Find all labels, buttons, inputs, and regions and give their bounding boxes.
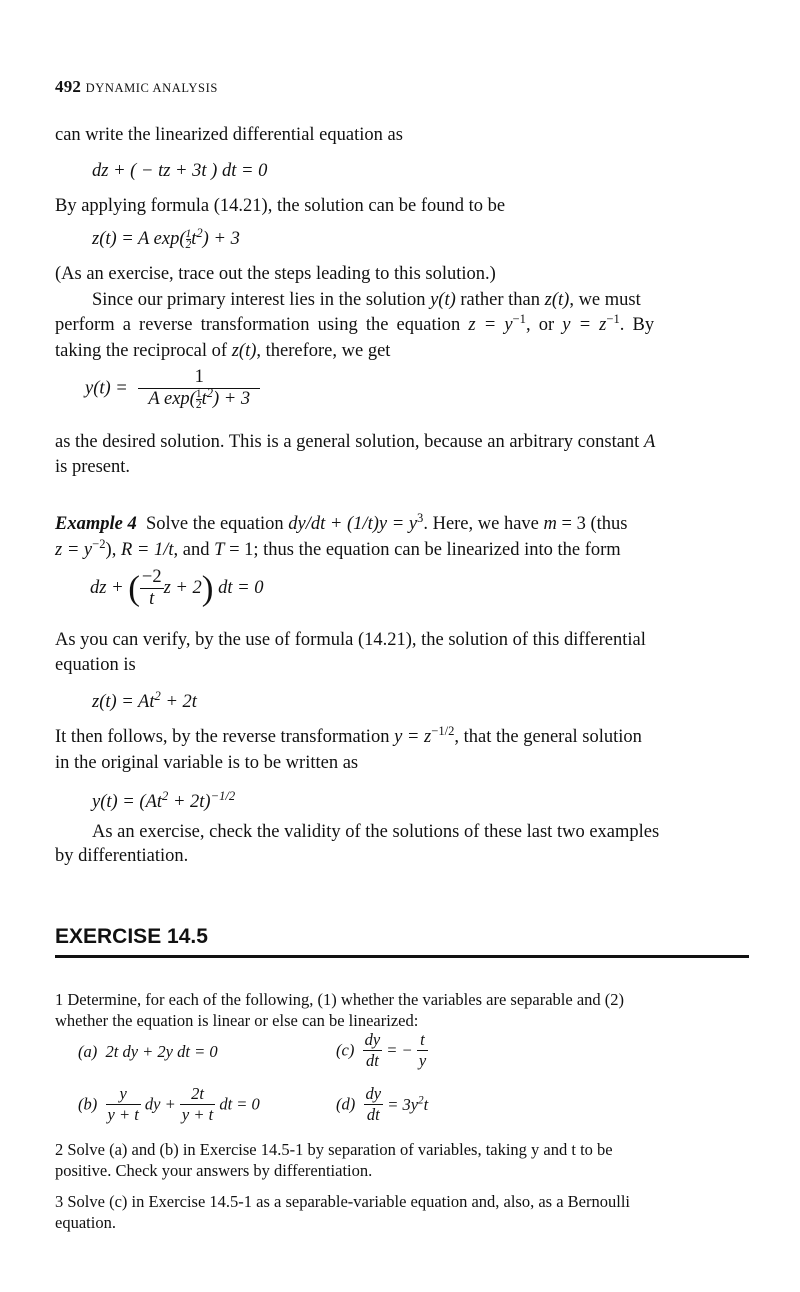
- page-number: 492: [55, 77, 82, 96]
- equation-z-general: $z(t) = At^2 + 2t$: [92, 688, 197, 712]
- section-rule: [55, 955, 749, 958]
- exercise-question-1-cont: whether the equation is linear or else can be linearized:: [55, 1011, 419, 1030]
- paragraph-line: equation is: [55, 655, 136, 675]
- paragraph-line: as the desired solution. This is a general solution, because an arbitrary constant A: [55, 432, 656, 452]
- paragraph-line: It then follows, by the reverse transformation $y = z^{-1/2}$, that the general solution: [55, 723, 642, 747]
- example-label: Example 4: [55, 514, 137, 534]
- equation-linearized-form: dz + ( $\frac{-2}{t}$ z + 2) dt = 0: [90, 567, 264, 609]
- running-title: DYNAMIC ANALYSIS: [85, 81, 218, 95]
- equation-y-general: $y(t) = (At^2 + 2t)^{-1/2}$: [92, 788, 236, 812]
- equation-y-solution: y(t) = 1 A exp( $\frac{1}{2}$ $t^2) + 3$: [85, 367, 260, 411]
- exercise-item-b: (b) $\frac{y}{y + t}$ dy + $\frac{2t}{y + t}$ dt = 0: [78, 1084, 260, 1124]
- paragraph-line: is present.: [55, 457, 131, 477]
- paragraph-line: By applying formula (14.21), the solution can be found to be: [55, 196, 506, 216]
- paragraph-line: (As an exercise, trace out the steps leading to this solution.): [55, 264, 496, 284]
- equation-z-solution: z(t) = A exp( $\frac{1}{2}$ $t^2) + 3$: [92, 225, 240, 252]
- paragraph-line: As you can verify, by the use of formula (14.21), the solution of this differential: [55, 630, 646, 650]
- exercise-title: EXERCISE 14.5: [55, 925, 208, 948]
- exercise-question-3: 3 Solve (c) in Exercise 14.5-1 as a separable-variable equation and, also, as a Bernoulli: [55, 1192, 631, 1211]
- equation-linearized: dz + ( − tz + 3t ) dt = 0: [92, 161, 268, 181]
- running-header: [55, 77, 218, 97]
- exercise-question-3-cont: equation.: [55, 1213, 116, 1232]
- paragraph-line: perform a reverse transformation using the equation $z = y^{-1}$, or $y = z^{-1}$. By: [55, 311, 655, 335]
- paragraph-line: by differentiation.: [55, 846, 189, 866]
- paragraph-line: As an exercise, check the validity of the solutions of these last two examples: [92, 822, 660, 842]
- exercise-item-c: (c) $\frac{dy}{dt}$ = − $\frac{t}{y}$: [336, 1030, 427, 1070]
- exercise-question-1: 1 Determine, for each of the following, (1) whether the variables are separable and (2): [55, 990, 625, 1009]
- exercise-item-d: (d) $\frac{dy}{dt}$ = $3y^2t$: [336, 1084, 429, 1124]
- example-line: $z = y^{-2}$), R = 1/t, and T = 1; thus the equation can be linearized into the form: [55, 536, 621, 560]
- paragraph-line: can write the linearized differential equation as: [55, 125, 403, 145]
- paragraph-line: taking the reciprocal of z(t), therefore, we get: [55, 341, 391, 361]
- paragraph-line: Since our primary interest lies in the solution y(t) rather than z(t), we must: [92, 290, 641, 310]
- example-line: Example 4 Solve the equation $dy/dt + (1/t)y = y^3$. Here, we have m = 3 (thus: [55, 510, 628, 534]
- paragraph-line: in the original variable is to be written as: [55, 753, 359, 773]
- exercise-item-a: (a) 2t dy + 2y dt = 0: [78, 1042, 218, 1061]
- exercise-question-2-cont: positive. Check your answers by differentiation.: [55, 1161, 373, 1180]
- exercise-question-2: 2 Solve (a) and (b) in Exercise 14.5-1 by separation of variables, taking y and t to be: [55, 1140, 613, 1159]
